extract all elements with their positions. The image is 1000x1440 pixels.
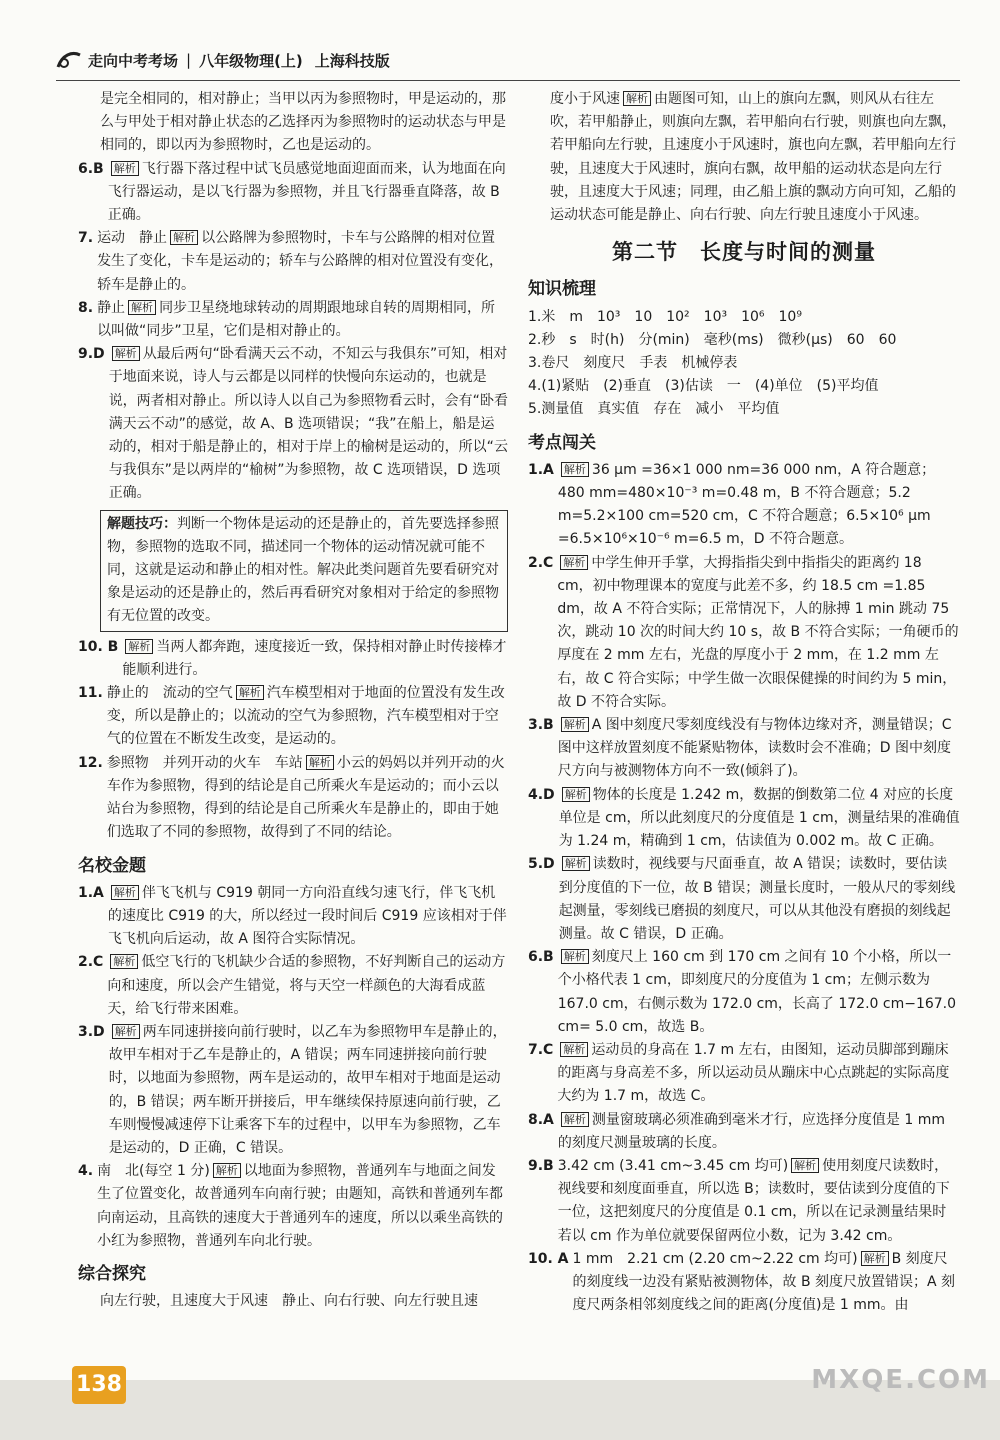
answer-item — [528, 1039, 960, 1109]
tip-text: 判断一个物体是运动的还是静止的，首先要选择参照物，参照物的选取不同，描述同一个物体的运动情况就可能不同，这就是运动和静止的相对性。解决此类问题首先要看研究对象是运动的还是静止的，然后再看研究对象相对于给定的参照物有无位置的改变。 — [107, 515, 499, 625]
answer-number: 6.B — [528, 949, 554, 966]
answer-item — [528, 946, 960, 1039]
answer-item — [528, 853, 960, 946]
answer-value: 运动 静止 — [97, 230, 168, 247]
answer-explanation: 36 μm =36×1 000 nm=36 000 nm，A 符合题意；480 mm=480×10⁻³ m=0.48 m，B 不符合题意；5.2 m=5.2×100 cm=520 cm，C 不符合题意；6.5×10⁶ μm =6.5×10⁶×10⁻⁶ m=6.5 m，D 不符合题意。 — [557, 461, 936, 548]
knowledge-4: 4.(1)紧贴 (2)垂直 (3)估读 一 (4)单位 (5)平均值 — [528, 378, 879, 395]
answer-item — [78, 158, 508, 228]
answer-number: 3.B — [528, 717, 554, 734]
analysis-tag: 解析 — [170, 230, 198, 245]
answer-item — [78, 343, 508, 505]
answer-explanation: 使用刻度尺读数时，视线要和刻度面垂直，所以选 B；读数时，要估读到分度值的下一位，这把刻度尺的分度值是 0.1 cm，所以在记录测量结果时若以 cm 作为单位就要保留两位小数，记为 3.42 cm。 — [557, 1157, 950, 1244]
knowledge-5: 5.测量值 真实值 存在 减小 平均值 — [528, 401, 780, 418]
analysis-tag: 解析 — [306, 755, 334, 770]
answer-body — [558, 714, 960, 784]
answer-item — [78, 951, 508, 1021]
answer-number: 2.C — [78, 954, 104, 971]
tip-title: 解题技巧： — [107, 515, 177, 532]
answer-number: 8. — [78, 299, 94, 316]
answer-number: 8.A — [528, 1111, 554, 1128]
analysis-tag: 解析 — [561, 717, 589, 732]
answer-number: 4.D — [528, 786, 555, 803]
answer-item — [78, 1160, 508, 1253]
answer-body — [107, 682, 508, 752]
answer-body — [108, 158, 508, 228]
answer-explanation: A 图中刻度尺零刻度线没有与物体边缘对齐，测量错误；C 图中这样放置刻度不能紧贴物体，读数时会不准确；D 图中刻度尺方向与被测物体方向不一致(倾斜了)。 — [557, 717, 952, 780]
knowledge-3: 3.卷尺 刻度尺 手表 机械停表 — [528, 355, 738, 372]
analysis-tag: 解析 — [562, 787, 590, 802]
answer-explanation: 低空飞行的飞机缺少合适的参照物，不好判断自己的运动方向和速度，所以会产生错觉，将与天空一样颜色的大海看成蓝天，给飞行带来困难。 — [107, 954, 506, 1017]
analysis-tag: 解析 — [560, 555, 588, 570]
answer-value: 南 北(每空 1 分) — [97, 1163, 210, 1180]
analysis-tag: 解析 — [236, 685, 264, 700]
analysis-tag: 解析 — [561, 1112, 589, 1127]
analysis-tag: 解析 — [112, 1024, 140, 1039]
analysis-tag: 解析 — [110, 954, 138, 969]
final-text: 向左行驶，且速度大于风速 静止、向右行驶、向左行驶且速 — [100, 1293, 478, 1310]
answer-explanation: 运动员的身高在 1.7 m 左右，由图知，运动员脚部到蹦床的距离与身高差不多，所以运动员从蹦床中心点跳起的实际高度大约为 1.7 m，故选 C。 — [557, 1041, 950, 1105]
answer-item — [528, 1248, 960, 1318]
answer-body — [573, 1248, 960, 1318]
answer-body — [107, 951, 508, 1021]
answer-number: 7. — [78, 230, 94, 247]
section-title-knowledge: 知识梳理 — [528, 279, 596, 300]
chapter-title: 第二节 长度与时间的测量 — [612, 240, 876, 265]
answer-number: 1.A — [78, 884, 104, 901]
logo-icon — [56, 49, 82, 71]
answer-number: 11. — [78, 685, 103, 702]
answer-item — [528, 459, 960, 552]
header-divider — [56, 80, 960, 81]
answer-body — [558, 1109, 960, 1155]
answer-value: 1 mm 2.21 cm (2.20 cm~2.22 cm 均可) — [572, 1250, 858, 1267]
intro-text: 是完全相同的，相对静止；当甲以丙为参照物时，甲是运动的，那么与甲处于相对静止状态的乙选择丙为参照物时的运动状态与甲是相同的，即以丙为参照物时，乙也是运动的。 — [100, 91, 506, 154]
analysis-tag: 解析 — [791, 1158, 819, 1173]
answer-body — [559, 784, 960, 854]
brand: 走向中考考场 — [88, 51, 179, 70]
answer-item — [78, 1021, 508, 1160]
answer-explanation: 以地面为参照物，普通列车与地面之间发生了位置变化，故普通列车向南行驶；由题知，高铁和普通列车都向南运动，且高铁的速度大于普通列车的速度，所以以乘坐高铁的小红为参照物，普通列车向北行驶。 — [97, 1163, 504, 1249]
answer-value: 静止 — [97, 299, 126, 316]
knowledge-2: 2.秒 s 时(h) 分(min) 毫秒(ms) 微秒(μs) 60 60 — [528, 331, 897, 348]
answer-body — [557, 552, 960, 714]
answer-number: 9.B — [528, 1157, 554, 1174]
answer-explanation: 从最后两句“卧看满天云不动，不知云与我俱东”可知，相对于地面来说，诗人与云都是以同样的快慢向东运动的，也就是说，两者相对静止。所以诗人以自己为参照物看云时，会有“卧看满天云不动”的感觉，故 A、B 选项错误；“我”在船上，船是运动的，相对于船是静止的，相对于岸上的榆树是运动的，所以“云与我俱东”是以两岸的“榆树”为参照物，故 C 选项错误，D 选项正确。 — [108, 346, 508, 502]
analysis-tag: 解析 — [561, 462, 589, 477]
page-number: 138 — [72, 1366, 126, 1404]
answer-body — [557, 1039, 960, 1109]
answer-body — [559, 853, 960, 946]
analysis-tag: 解析 — [111, 885, 139, 900]
answer-item — [78, 752, 508, 845]
analysis-tag: 解析 — [112, 346, 140, 361]
answer-number: 6.B — [78, 160, 104, 177]
watermark: MXQE.COM — [811, 1365, 990, 1395]
analysis-tag: 解析 — [861, 1251, 889, 1266]
answer-body — [558, 946, 960, 1039]
answer-explanation: 当两人都奔跑，速度接近一致，保持相对静止时传接棒才能顺利进行。 — [122, 638, 507, 678]
answer-item — [78, 227, 508, 297]
answer-number: 5.D — [528, 856, 555, 873]
section-title-comprehensive: 综合探究 — [78, 1263, 146, 1284]
answer-explanation: 以公路牌为参照物时，卡车与公路牌的相对位置发生了变化，卡车是运动的；轿车与公路牌的相对位置没有变化，轿车是静止的。 — [97, 230, 504, 293]
answer-value: 3.42 cm (3.41 cm~3.45 cm 均可) — [557, 1157, 789, 1174]
answer-item — [528, 714, 960, 784]
answer-number: 3.D — [78, 1023, 105, 1040]
right-column — [528, 88, 960, 1317]
answer-number: 9.D — [78, 346, 105, 363]
answer-body — [558, 459, 960, 552]
analysis-tag: 解析 — [111, 161, 139, 176]
answer-explanation: 汽车模型相对于地面的位置没有发生改变，所以是静止的；以流动的空气为参照物，汽车模型相对于空气的位置在不断发生改变，是运动的。 — [106, 685, 505, 748]
answer-value: 参照物 并列开动的火车 车站 — [106, 754, 303, 771]
continued-answer: 度小于风速 解析 由题图可知，山上的旗向左飘，则风从右往左吹，若甲船静止，则旗向左飘，若甲船向右行驶，则旗也向左飘，若甲船向左行驶，且速度小于风速时，旗也向左飘，若甲船向左行驶，且速度大于风速时，旗向右飘，故甲船的运动状态是向左行驶，且速度大于风速；同理，由乙船上旗的飘动方向可知，乙船的运动状态可能是静止、向右行驶、向左行驶且速度小于风速。 — [550, 91, 956, 224]
section-title-checkpoints: 考点闯关 — [528, 432, 596, 453]
answer-number: 2.C — [528, 554, 554, 571]
answer-item — [78, 297, 508, 343]
answer-number: 1.A — [528, 461, 554, 478]
analysis-tag: 解析 — [128, 300, 156, 315]
page-header: 走向中考考场 | 八年级物理(上) 上海科技版 — [56, 40, 960, 80]
grade: 八年级物理(上) — [199, 51, 303, 70]
analysis-tag: 解析 — [125, 639, 153, 654]
answer-number: 10. A — [528, 1250, 569, 1267]
knowledge-1: 1.米 m 10³ 10 10² 10³ 10⁶ 10⁹ — [528, 308, 802, 325]
answer-body — [97, 227, 508, 297]
answer-item — [528, 1109, 960, 1155]
answer-explanation: 读数时，视线要与尺面垂直，故 A 错误；读数时，要估读到分度值的下一位，故 B 错误；测量长度时，一般从尺的零刻线起测量，零刻线已磨损的刻度尺，可以从其他没有磨损的刻线起测量。故 C 错误，D 正确。 — [558, 856, 956, 942]
section-title-famous-school: 名校金题 — [78, 855, 146, 876]
answer-body — [97, 1160, 508, 1253]
analysis-tag: 解析 — [561, 949, 589, 964]
answer-body — [109, 1021, 508, 1160]
answer-item — [528, 784, 960, 854]
answer-value: 静止的 流动的空气 — [106, 685, 233, 702]
tip-box — [100, 510, 508, 632]
answer-body — [108, 882, 508, 952]
left-column — [78, 88, 508, 1313]
answer-body — [122, 636, 508, 682]
answer-explanation: 测量窗玻璃必须准确到毫米才行，应选择分度值是 1 mm 的刻度尺测量玻璃的长度。 — [557, 1111, 945, 1151]
analysis-tag: 解析 — [213, 1163, 241, 1178]
answer-item — [528, 1155, 960, 1248]
answer-body — [109, 343, 508, 505]
answer-explanation: 物体的长度是 1.242 m，数据的倒数第二位 4 对应的长度单位是 cm，所以此刻度尺的分度值是 1 cm，测量结果的准确值为 1.24 m，精确到 1 cm，估读值为 0.002 m。故 C 正确。 — [558, 786, 960, 850]
answer-explanation: 伴飞飞机与 C919 朝同一方向沿直线匀速飞行，伴飞飞机的速度比 C919 的大，所以经过一段时间后 C919 应该相对于伴飞飞机向后运动，故 A 图符合实际情况。 — [107, 884, 507, 948]
analysis-tag: 解析 — [560, 1042, 588, 1057]
answer-number: 4. — [78, 1163, 94, 1180]
answer-number: 10. B — [78, 638, 119, 655]
answer-explanation: 两车同速拼接向前行驶时，以乙车为参照物甲车是静止的，故甲车相对于乙车是静止的，A 错误；两车同速拼接向前行驶时，以地面为参照物，两车是运动的，故甲车相对于地面是运动的，B 错误；两车断开拼接后，甲车继续保持原速向前行驶，乙车则慢慢减速停下让乘客下车的过程中，以甲车为参照物，乙车是运动的，D 正确，C 错误。 — [108, 1023, 507, 1156]
answer-body — [97, 297, 508, 343]
answer-item — [78, 682, 508, 752]
answer-explanation: B 刻度尺的刻度线一边没有紧贴被测物体，故 B 刻度尺放置错误；A 刻度尺两条相邻刻度线之间的距离(分度值)是 1 mm。由 — [572, 1250, 956, 1314]
analysis-tag: 解析 — [562, 856, 590, 871]
answer-body — [558, 1155, 960, 1248]
answer-explanation: 飞行器下落过程中试飞员感觉地面迎面而来，认为地面在向飞行器运动，是以飞行器为参照物，并且飞行器垂直降落，故 B 正确。 — [107, 160, 506, 224]
answer-number: 7.C — [528, 1041, 554, 1058]
answer-item — [78, 882, 508, 952]
answer-explanation: 同步卫星绕地球转动的周期跟地球自转的周期相同，所以叫做“同步”卫星，它们是相对静止的。 — [97, 299, 496, 340]
answer-explanation: 刻度尺上 160 cm 到 170 cm 之间有 10 个小格，所以一个小格代表 1 cm，即刻度尺的分度值为 1 cm；左侧示数为 167.0 cm，右侧示数为 172.0 cm，长高了 172.0 cm−167.0 cm= 5.0 cm，故选 B。 — [557, 949, 957, 1035]
publisher: 上海科技版 — [314, 51, 390, 70]
answer-body — [107, 752, 508, 845]
answer-item — [528, 552, 960, 714]
answer-explanation: 中学生伸开手掌，大拇指指尖到中指指尖的距离约 18 cm，初中物理课本的宽度与此差不多，约 18.5 cm =1.85 dm，故 A 不符合实际；正常情况下，人的脉搏 1 min 跳动 75 次，跳动 10 次的时间大约 10 s，故 B 不符合实际；一角硬币的厚度在 2 mm 左右，光盘的厚度小于 2 mm，在 1.2 mm 左右，故 C 符合实际；中学生做一次眼保健操的时间约为 5 min，故 D 不符合实际。 — [557, 554, 959, 710]
answer-explanation: 小云的妈妈以并列开动的火车作为参照物，得到的结论是自己所乘火车是运动的；而小云以站台为参照物，得到的结论是自己所乘火车是静止的，即由于她们选取了不同的参照物，故得到了不同的结论。 — [106, 754, 505, 841]
answer-item — [78, 636, 508, 682]
answer-number: 12. — [78, 754, 103, 771]
